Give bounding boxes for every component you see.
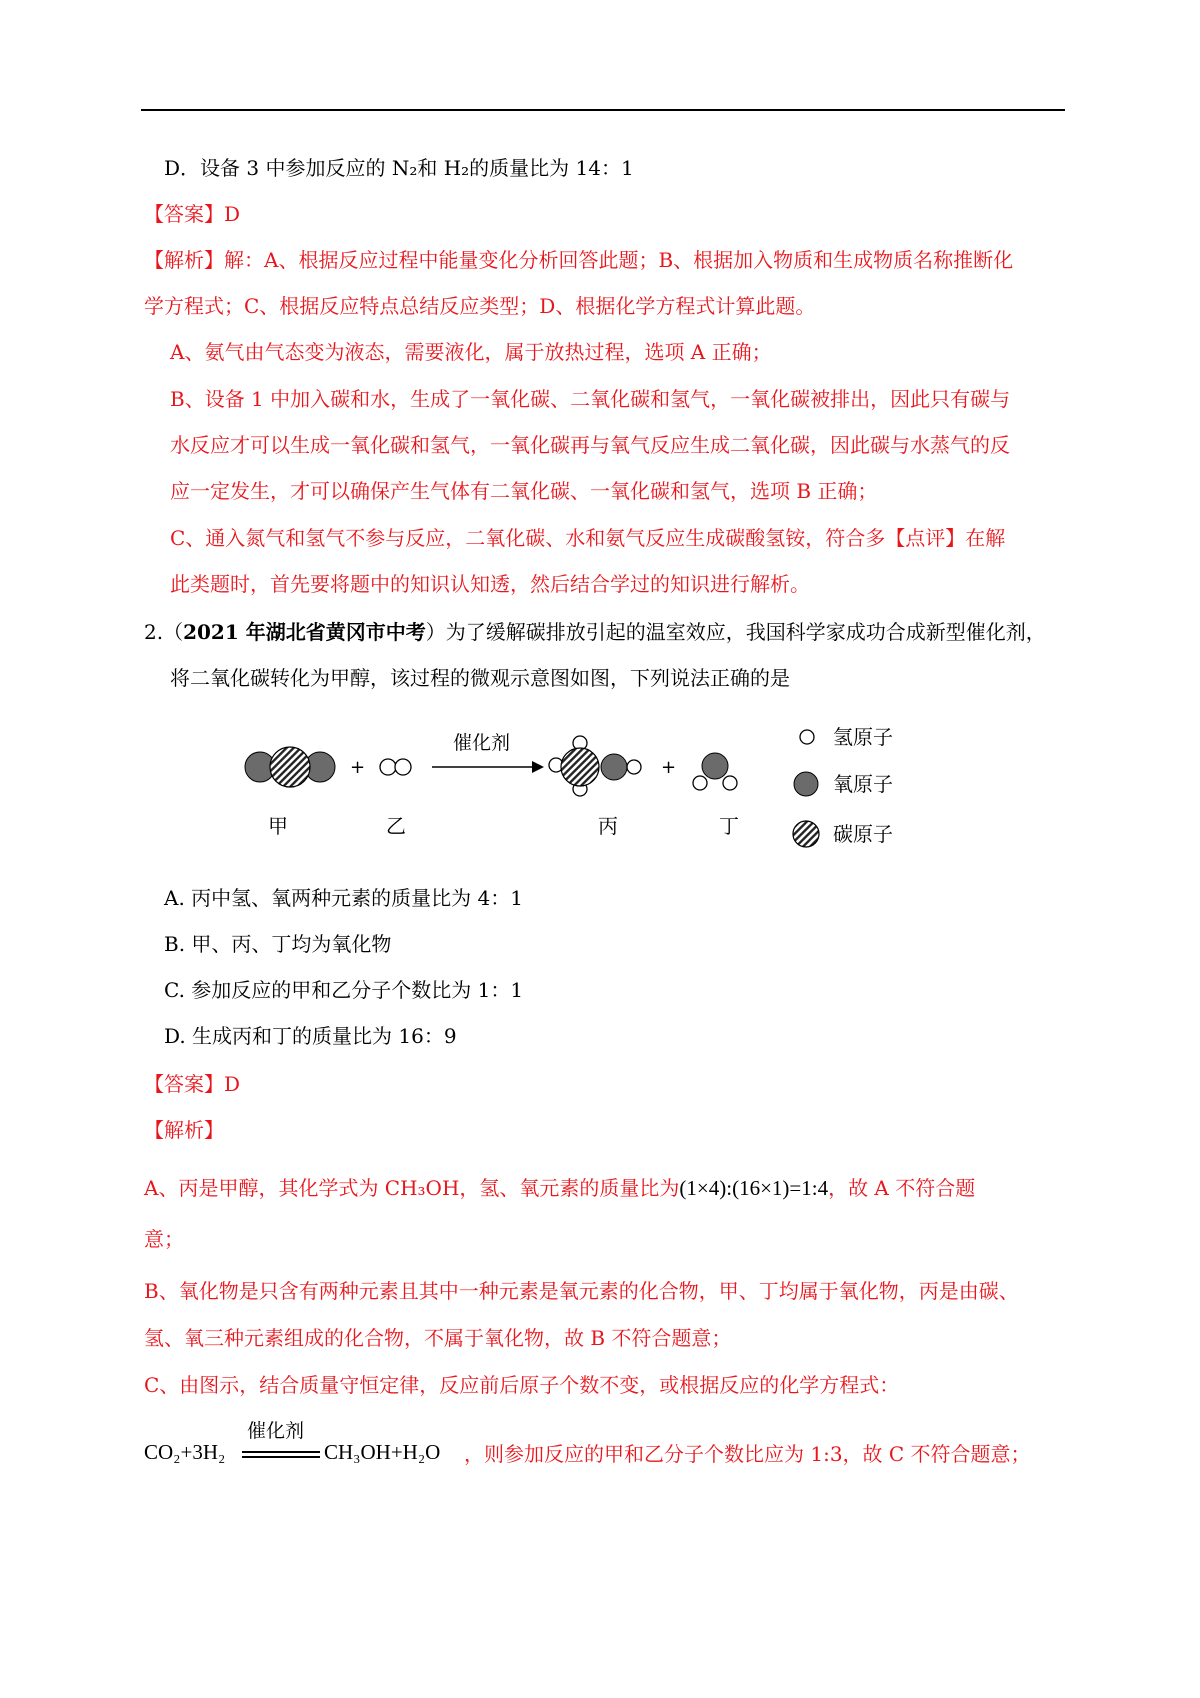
legend-hydrogen: 氢原子 (833, 725, 893, 749)
header-rule (141, 109, 1065, 111)
equation-double-line-bottom (242, 1456, 320, 1458)
label-ding: 丁 (719, 814, 739, 838)
oxygen-atom-icon (794, 772, 818, 796)
legend (793, 725, 893, 847)
answer-value: D (224, 1072, 241, 1096)
q2-option-a: A. 丙中氢、氧两种元素的质量比为 4：1 (164, 886, 523, 910)
q1-option-c-analysis-2: 此类题时，首先要将题中的知识认知透，然后结合学过的知识进行解析。 (170, 572, 810, 596)
analysis-text: A、丙是甲醇，其化学式为 CH₃OH，氢、氧元素的质量比为 (144, 1176, 680, 1200)
q1-option-b-analysis-1: B、设备 1 中加入碳和水，生成了一氧化碳、二氧化碳和氢气，一氧化碳被排出，因此只有碳与 (170, 387, 1011, 411)
answer-tag: 【答案】 (144, 202, 224, 226)
q1-option-b-analysis-2: 水反应才可以生成一氧化碳和氢气，一氧化碳再与氧气反应生成二氧化碳，因此碳与水蒸气的反 (170, 433, 1010, 457)
arrow-head-icon (532, 761, 544, 773)
molecule-ding (693, 753, 737, 790)
q2-stem-line-1 (144, 618, 1046, 646)
q2-option-c-analysis-2: ，则参加反应的甲和乙分子个数比应为 1:3，故 C 不符合题意； (464, 1442, 1031, 1466)
q2-stem-line-2: 将二氧化碳转化为甲醇，该过程的微观示意图如图，下列说法正确的是 (170, 666, 790, 690)
q1-option-b-analysis-3: 应一定发生，才可以确保产生气体有二氧化碳、一氧化碳和氢气，选项 B 正确； (170, 479, 878, 503)
question-source: 2021 年湖北省黄冈市中考 (183, 620, 426, 644)
q2-answer (144, 1070, 240, 1098)
q1-analysis-line-2: 学方程式；C、根据反应特点总结反应类型；D、根据化学方程式计算此题。 (144, 294, 816, 318)
q1-option-c-analysis-1: C、通入氮气和氢气不参与反应，二氧化碳、水和氨气反应生成碳酸氢铵，符合多【点评】在解 (170, 526, 1006, 550)
reaction-diagram (240, 715, 920, 865)
molecule-yi (380, 759, 411, 775)
question-number: 2.（ (144, 620, 184, 644)
q2-option-c: C. 参加反应的甲和乙分子个数比为 1：1 (164, 978, 524, 1002)
label-bing: 丙 (598, 814, 618, 838)
q1-answer (144, 200, 240, 228)
answer-tag: 【答案】 (144, 1072, 224, 1096)
analysis-text: ，故 A 不符合题 (828, 1176, 976, 1200)
q2-option-a-analysis-2: 意； (144, 1227, 184, 1251)
equation-catalyst: 催化剂 (247, 1420, 305, 1442)
legend-carbon: 碳原子 (833, 822, 893, 846)
analysis-text: 解：A、根据反应过程中能量变化分析回答此题；B、根据加入物质和生成物质名称推断化 (224, 248, 1014, 272)
equation-products: CH₃OH+H₂O (324, 1440, 441, 1464)
label-yi: 乙 (386, 814, 406, 838)
q2-option-c-analysis-1: C、由图示，结合质量守恒定律，反应前后原子个数不变，或根据反应的化学方程式： (144, 1373, 900, 1397)
equation-double-line-top (242, 1451, 320, 1453)
molecule-bing (549, 736, 641, 796)
q2-option-d: D. 生成丙和丁的质量比为 16：9 (164, 1024, 457, 1048)
mass-ratio-formula: (1×4):(16×1)=1:4 (679, 1176, 829, 1200)
q2-option-b: B. 甲、丙、丁均为氧化物 (164, 932, 392, 956)
label-jia: 甲 (268, 814, 288, 838)
carbon-atom-icon (793, 821, 819, 847)
q2-option-a-analysis-1 (144, 1174, 975, 1202)
q2-option-b-analysis-1: B、氧化物是只含有两种元素且其中一种元素是氧元素的化合物，甲、丁均属于氧化物，丙是由碳、 (144, 1279, 1019, 1303)
q2-analysis-tag: 【解析】 (144, 1118, 224, 1142)
equation-reactants: CO₂+3H₂ (144, 1440, 226, 1464)
analysis-tag: 【解析】 (144, 248, 224, 272)
plus-sign-2: + (661, 757, 677, 778)
q1-option-d: D．设备 3 中参加反应的 N₂和 H₂的质量比为 14：1 (164, 156, 634, 180)
q2-option-b-analysis-2: 氢、氧三种元素组成的化合物，不属于氧化物，故 B 不符合题意； (144, 1326, 732, 1350)
q1-option-a-analysis: A、氨气由气态变为液态，需要液化，属于放热过程，选项 A 正确； (170, 340, 772, 364)
molecule-jia (245, 747, 335, 787)
catalyst-label: 催化剂 (453, 732, 511, 754)
answer-value: D (224, 202, 241, 226)
plus-sign-1: + (350, 757, 366, 778)
hydrogen-atom-icon (800, 730, 814, 744)
q1-analysis-line-1 (144, 246, 1013, 274)
legend-oxygen: 氧原子 (833, 772, 893, 796)
question-stem: ）为了缓解碳排放引起的温室效应，我国科学家成功合成新型催化剂， (425, 620, 1046, 644)
